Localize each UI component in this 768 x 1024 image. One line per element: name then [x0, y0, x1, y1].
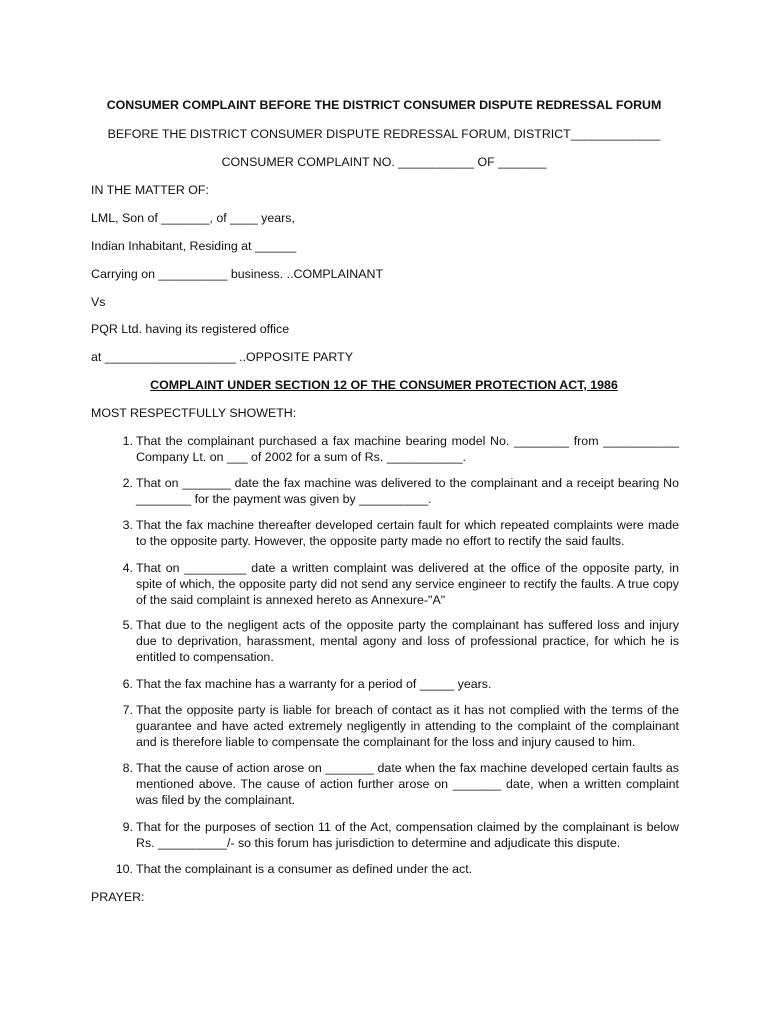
item-number: 4. — [122, 561, 133, 575]
item-text: That the opposite party is liable for breach of contact as it has not complied with the terms of the guarantee and have acted extremely negligently in attending to the complaint of the complainant and is therefore liable to compensate the complainant for the loss and injury caused to him. — [136, 703, 679, 749]
item-text: That the fax machine thereafter developed certain fault for which repeated complaints were made to the opposite party. However, the opposite party made no effort to rectify the said faults. — [136, 518, 679, 548]
item-number: 8. — [122, 761, 133, 775]
complaint-number-line: CONSUMER COMPLAINT NO. ___________ OF _______ — [221, 155, 547, 169]
forum-line: BEFORE THE DISTRICT CONSUMER DISPUTE REDRESSAL FORUM, DISTRICT_____________ — [107, 127, 661, 141]
item-number: 5. — [122, 618, 133, 632]
item-number: 1. — [122, 434, 133, 448]
document-title: CONSUMER COMPLAINT BEFORE THE DISTRICT CONSUMER DISPUTE REDRESSAL FORUM — [106, 98, 662, 112]
opposite-party-line: PQR Ltd. having its registered office — [91, 322, 290, 336]
showeth-heading: MOST RESPECTFULLY SHOWETH: — [91, 406, 297, 420]
item-number: 7. — [122, 703, 133, 717]
item-text: That for the purposes of section 11 of the Act, compensation claimed by the complainant is below Rs. __________/- so this forum has jurisdiction to determine and adjudicate this dispute. — [136, 820, 679, 850]
versus-label: Vs — [91, 295, 106, 309]
item-text: That the complainant purchased a fax machine bearing model No. ________ from ___________ Company Lt. on ___ of 2002 for a sum of Rs. ___________. — [136, 434, 679, 464]
complainant-line: Indian Inhabitant, Residing at ______ — [91, 239, 297, 253]
opposite-party-line: at ___________________ ..OPPOSITE PARTY — [91, 350, 353, 364]
item-text: That the fax machine has a warranty for a period of _____ years. — [136, 677, 492, 691]
complainant-line: Carrying on __________ business. ..COMPLAINANT — [91, 267, 384, 281]
item-text: That on _________ date a written complaint was delivered at the office of the opposite party, in spite of which, the opposite party did not send any service engineer to rectify the faults. A true copy of the said complaint is annexed hereto as Annexure-"A" — [136, 561, 679, 607]
item-text: That due to the negligent acts of the opposite party the complainant has suffered loss and injury due to deprivation, harassment, mental agony and loss of professional practice, for which he is entitled to compensation. — [136, 618, 679, 664]
item-number: 6. — [122, 677, 133, 691]
item-text: That the complainant is a consumer as defined under the act. — [136, 862, 473, 876]
matter-heading: IN THE MATTER OF: — [91, 183, 209, 197]
item-text: That on _______ date the fax machine was delivered to the complainant and a receipt bearing No ________ for the payment was given by __________. — [136, 476, 679, 506]
prayer-heading: PRAYER: — [91, 890, 145, 904]
item-number: 9. — [122, 820, 133, 834]
item-number: 3. — [122, 518, 133, 532]
complainant-line: LML, Son of _______, of ____ years, — [91, 211, 295, 225]
item-text: That the cause of action arose on _______ date when the fax machine developed certain faults as mentioned above. The cause of action further arose on _______ date, when a written complaint was filed by the complainant. — [136, 761, 679, 807]
item-number: 2. — [122, 476, 133, 490]
section-heading: COMPLAINT UNDER SECTION 12 OF THE CONSUMER PROTECTION ACT, 1986 — [150, 378, 618, 392]
item-number: 10. — [115, 862, 133, 876]
